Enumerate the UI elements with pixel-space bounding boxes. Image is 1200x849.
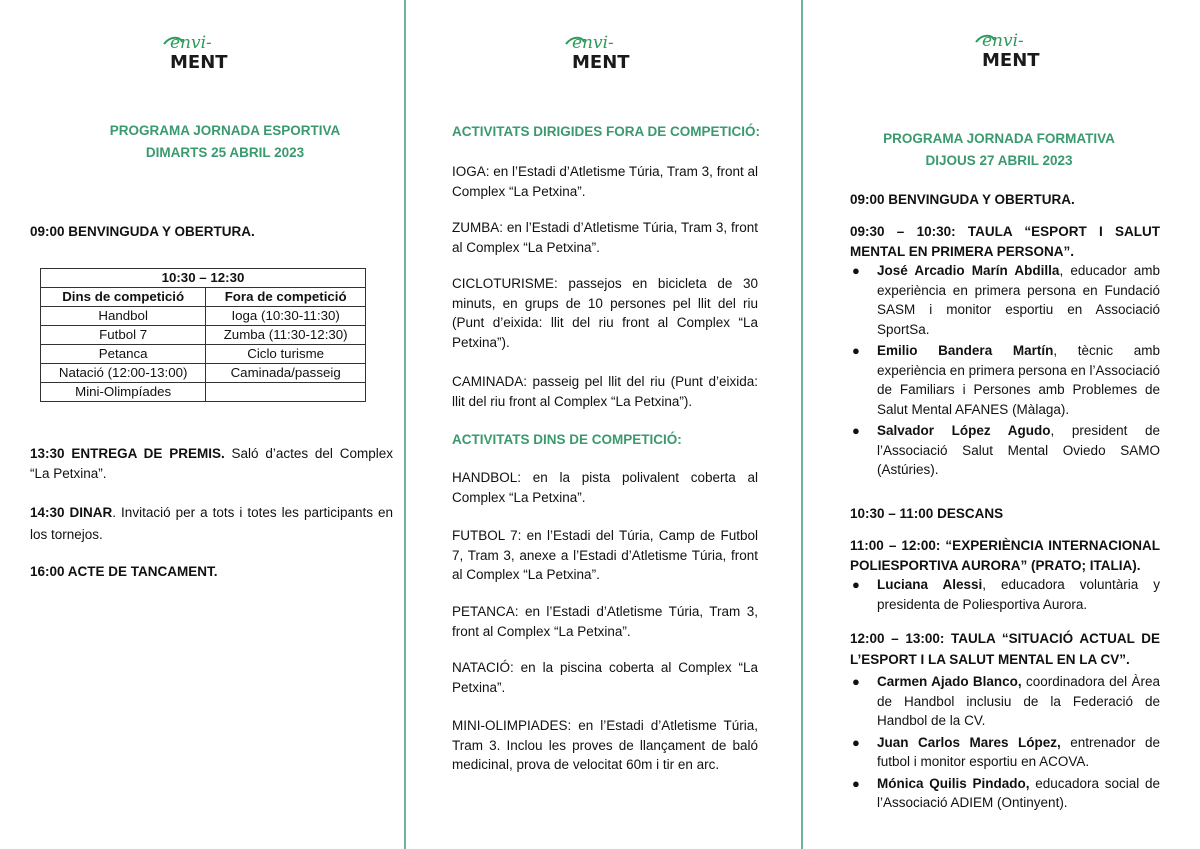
- list-item: ● Emilio Bandera Martín, tècnic amb experiència en primera persona en l’Associació de Familiars i Persones amb Problemes de Salut Mental AFANES (Màlaga).: [852, 343, 1160, 417]
- speaker-desc: , educadora voluntària y presidenta de Poliesportiva Aurora.: [877, 577, 1161, 612]
- welcome-item: 09:00 BENVINGUDA Y OBERTURA.: [850, 192, 1075, 207]
- column-sports-program: [0, 0, 404, 849]
- table-row: [41, 326, 366, 345]
- awards-desc: Saló d’actes del Complex “La Petxina”.: [30, 446, 393, 481]
- title-date: DIJOUS 27 ABRIL 2023: [925, 153, 1073, 168]
- logo-top-text: envi-: [170, 33, 212, 53]
- lunch-time: 14:30 DINAR: [30, 505, 113, 520]
- table-cell: Natació (12:00-13:00): [41, 364, 206, 383]
- logo-bottom-text: MENT: [572, 52, 630, 72]
- session-title: 12:00 – 13:00: TAULA “SITUACIÓ ACTUAL DE L’ESPORT I LA SALUT MENTAL EN LA CV”.: [850, 631, 1160, 667]
- table-time-header: 10:30 – 12:30: [41, 269, 366, 288]
- closing-item: 16:00 ACTE DE TANCAMENT.: [30, 564, 218, 579]
- activity-item: IOGA: en l’Estadi d’Atletisme Túria, Tram 3, front al Complex “La Petxina”.: [452, 164, 758, 199]
- speaker-desc: educadora social de l’Associació ADIEM (Ontinyent).: [877, 775, 1161, 810]
- speaker-desc: entrenador de futbol i monitor esportiu en ACOVA.: [877, 734, 1160, 769]
- list-item: ● Carmen Ajado Blanco, coordinadora del Àrea de Handbol inclusiu de la Federació de Handbol de la CV.: [852, 674, 1161, 728]
- logo-bottom-text: MENT: [982, 50, 1040, 70]
- activity-item: CICLOTURISME: passejos en bicicleta de 30 minuts, en grups de 10 persones pel llit del riu (Punt d’eixida: llit del riu front al Complex “La Petxina”).: [452, 276, 758, 350]
- title-line: PROGRAMA JORNADA ESPORTIVA: [109, 123, 341, 138]
- logo-top-text: envi-: [572, 33, 614, 53]
- table-cell: Futbol 7: [41, 326, 206, 345]
- speaker-desc: , president de l’Associació Salut Mental Oviedo SAMO (Astúries).: [877, 423, 1160, 477]
- logo-top-text: envi-: [982, 31, 1024, 51]
- awards-item: [30, 444, 393, 483]
- list-item: ● Juan Carlos Mares López, entrenador de futbol i monitor esportiu en ACOVA.: [852, 734, 1160, 769]
- activity-item: MINI-OLIMPIADES: en l’Estadi d’Atletisme Túria, Tram 3. Inclou les proves de llançament de baló medicinal, prova de velocitat 60m i tir en arc.: [452, 718, 758, 772]
- welcome-item: 09:00 BENVINGUDA Y OBERTURA.: [30, 224, 255, 239]
- logo-bottom-text: MENT: [170, 52, 228, 72]
- heading-non-competition: ACTIVITATS DIRIGIDES FORA DE COMPETICIÓ:: [452, 124, 761, 139]
- awards-time: 13:30 ENTREGA DE PREMIS.: [30, 446, 225, 461]
- speaker-name: Mónica Quilis Pindado,: [877, 775, 1030, 791]
- speaker-name: Luciana Alessi: [877, 577, 983, 592]
- activity-item: FUTBOL 7: en l’Estadi del Túria, Camp de Futbol 7, Tram 3, anexe a l’Estadi d’Atletisme Túria, front al Complex “La Petxina”.: [452, 528, 758, 582]
- speaker-name: Emilio Bandera Martín: [877, 343, 1054, 358]
- table-cell: Handbol: [41, 307, 206, 326]
- lunch-desc: . Invitació per a tots i totes les participants en los tornejos.: [30, 505, 394, 542]
- speaker-name: José Arcadio Marín Abdilla: [877, 263, 1060, 278]
- title-date: DIMARTS 25 ABRIL 2023: [145, 145, 305, 160]
- table-row: [41, 364, 366, 383]
- table-cell: Zumba (11:30-12:30): [206, 326, 366, 345]
- lunch-item: [30, 502, 393, 546]
- table-cell: Mini-Olimpíades: [41, 383, 206, 402]
- session-title: 11:00 – 12:00: “EXPERIÈNCIA INTERNACIONAL POLIESPORTIVA AURORA” (PRATO; ITALIA).: [850, 538, 1160, 573]
- table-cell: Petanca: [41, 345, 206, 364]
- table-cell: [206, 383, 366, 402]
- speaker-desc: , tècnic amb experiència en primera persona en l’Associació de Familiars i Persones amb Problemes de Salut Mental AFANES (Màlaga).: [877, 343, 1160, 417]
- activity-item: CAMINADA: passeig pel llit del riu (Punt d’eixida: llit del riu front al Complex “La Petxina”).: [452, 374, 758, 409]
- speaker-list: [850, 575, 1160, 614]
- column-activities: [406, 0, 802, 849]
- speaker-list: [850, 672, 1160, 813]
- column-training-program: [804, 0, 1200, 849]
- activity-item: ZUMBA: en l’Estadi d’Atletisme Túria, Tram 3, front al Complex “La Petxina”.: [452, 220, 758, 255]
- speaker-name: Carmen Ajado Blanco,: [877, 674, 1022, 689]
- activity-item: HANDBOL: en la pista polivalent coberta al Complex “La Petxina”.: [452, 470, 758, 505]
- list-item: ● Luciana Alessi, educadora voluntària y presidenta de Poliesportiva Aurora.: [852, 577, 1161, 612]
- break-item: 10:30 – 11:00 DESCANS: [850, 506, 1004, 521]
- speaker-list: [850, 261, 1160, 480]
- speaker-desc: , educador amb experiència en primera persona en Fundació SASM i monitor esportiu en Associació SportSa.: [877, 263, 1161, 337]
- table-cell: Ciclo turisme: [206, 345, 366, 364]
- list-item: ● Mónica Quilis Pindado, educadora social de l’Associació ADIEM (Ontinyent).: [852, 775, 1161, 810]
- activity-item: NATACIÓ: en la piscina coberta al Complex “La Petxina”.: [452, 660, 758, 695]
- table-row: [41, 345, 366, 364]
- heading-competition: ACTIVITATS DINS DE COMPETICIÓ:: [452, 432, 682, 447]
- table-cell: Caminada/passeig: [206, 364, 366, 383]
- list-item: ● Salvador López Agudo, president de l’Associació Salut Mental Oviedo SAMO (Astúries).: [852, 423, 1160, 477]
- table-col-header: Fora de competició: [206, 288, 366, 307]
- table-row: [41, 307, 366, 326]
- table-cell: Ioga (10:30-11:30): [206, 307, 366, 326]
- speaker-name: Salvador López Agudo: [877, 423, 1051, 438]
- schedule-table: [40, 268, 366, 402]
- session-title: 09:30 – 10:30: TAULA “ESPORT I SALUT MENTAL EN PRIMERA PERSONA”.: [850, 224, 1160, 259]
- title-line: PROGRAMA JORNADA FORMATIVA: [883, 131, 1115, 146]
- activity-item: PETANCA: en l’Estadi d’Atletisme Túria, Tram 3, front al Complex “La Petxina”.: [452, 604, 758, 639]
- table-row: [41, 383, 366, 402]
- speaker-name: Juan Carlos Mares López,: [877, 734, 1061, 750]
- sports-program-title: [60, 120, 390, 164]
- training-program-title: [844, 128, 1154, 172]
- list-item: ● José Arcadio Marín Abdilla, educador amb experiència en primera persona en Fundació SASM i monitor esportiu en Associació SportSa.: [852, 263, 1161, 337]
- speaker-desc: coordinadora del Àrea de Handbol inclusiu de la Federació de Handbol de la CV.: [877, 674, 1161, 728]
- table-col-header: Dins de competició: [41, 288, 206, 307]
